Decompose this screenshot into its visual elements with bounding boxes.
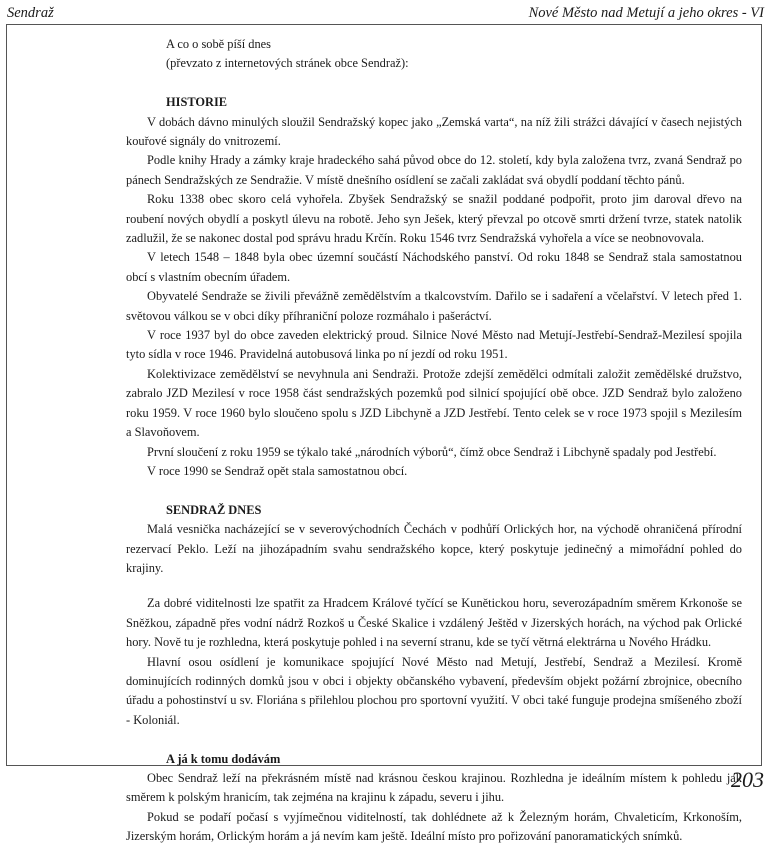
paragraph: Obec Sendraž leží na překrásném místě nad krásnou českou krajinou. Rozhledna je ideálním místem k pohledu jak směrem k polským hranicím, tak zejména na krajinu k západu, severu i jihu. [126, 770, 742, 805]
section-heading-sendraz-dnes: SENDRAŽ DNES [166, 502, 262, 517]
paragraph: V roce 1937 byl do obce zaveden elektrický proud. Silnice Nové Město nad Metují-Jestřebí-Sendraž-Mezilesí spojila tyto sídla v roce 1946. Pravidelná autobusová linka po ní jezdí od roku 1951. [126, 328, 742, 362]
paragraph: V dobách dávno minulých sloužil Sendražský kopec jako „Zemská varta“, na níž žili strážci dávající v časech nejistých kouřové signály do vnitrozemí. [126, 114, 742, 149]
paragraph: Pokud se podaří počasí s vyjímečnou viditelností, tak dohlédnete až k Železným horám, Chvaleticím, Krkonoším, Jizerským horám, Orlickým horám a já nevím kam ještě. Ideální místo pro pořizování panoramatických snímků. [126, 809, 742, 844]
paragraph: V letech 1548 – 1848 byla obec územní součástí Náchodského panství. Od roku 1848 se Sendraž stala samostatnou obcí s vlastním obecním úřadem. [126, 250, 742, 284]
paragraph: První sloučení z roku 1959 se týkalo také „národních výborů“, čímž obce Sendraž i Libchyně spadaly pod Jestřebí. [147, 444, 717, 459]
page-number: 203 [731, 767, 764, 792]
paragraph: Kolektivizace zemědělství se nevyhnula ani Sendraži. Protože zdejší zemědělci odmítali založit zemědělské družstvo, zabralo JZD Mezilesí v roce 1958 část sendražských pozemků pod silnicí spojující obě obce. JZD Sendraž bylo založeno roku 1959. V roce 1960 bylo sloučeno spolu s JZD Libchyně a JZD Jestřebí. Tento celek se v roce 1973 spojil s Mezilesím a Slavoňovem. [126, 366, 742, 440]
intro-block [126, 35, 742, 74]
paragraph: Obyvatelé Sendraže se živili převážně zemědělstvím a tkalcovstvím. Dařilo se i sadaření a včelařství. V letech před 1. světovou válkou se v obci díky příhraniční poloze rozmáhalo i pašeráctví. [126, 289, 742, 323]
paragraph: Hlavní osou osídlení je komunikace spojující Nové Město nad Metují, Jestřebí, Sendraž a Mezilesí. Kromě dominujících rodinných domků jsou v obci i objekty občanského vybavení, především objekt požární zbrojnice, obecního úřadu a pohostinství u sv. Floriána s přilehlou plochou pro sportovní využití. V obci také funguje prodejna smíšeného zboží - Koloniál. [126, 654, 742, 727]
intro-line: A co o sobě píší dnes [166, 37, 271, 51]
intro-source-line: (převzato z internetových stránek obce Sendraž): [166, 56, 409, 71]
running-header [7, 5, 764, 25]
section-heading-dodavam: A já k tomu dodávám [166, 751, 281, 766]
paragraph: V roce 1990 se Sendraž opět stala samostatnou obcí. [147, 463, 408, 478]
paragraph: Za dobré viditelnosti lze spatřit za Hradcem Králové tyčící se Kunětickou horu, severozápadním směrem Krkonoše se Sněžkou, západně přes vodní nádrž Rozkoš u České Skalice i vzdálený Ještěd v Jizerských horách, na východ pak Orlické hory. Nově tu je rozhledna, která poskytuje pohled i na severní stranu, kde se tyčí větrná elektrárna u Nového Hrádku. [126, 596, 742, 650]
running-header-left: Sendraž [7, 5, 54, 21]
page-content [126, 35, 742, 847]
paragraph: Podle knihy Hrady a zámky kraje hradeckého sahá původ obce do 12. století, kdy byla založena tvrz, zvaná Sendraž po pánech Sendražských ze Sendražie. V místě dnešního osídlení se začali zakládat svá obydlí poddaní těchto pánů. [126, 153, 742, 187]
paragraph: Malá vesnička nacházející se v severovýchodních Čechách v podhůří Orlických hor, na východě ohraničená přírodní rezervací Peklo. Leží na jihozápadním svahu sendražského kopce, který poskytuje jedinečný a mimořádní pohled do krajiny. [126, 522, 742, 575]
paragraph: Roku 1338 obec skoro celá vyhořela. Zbyšek Sendražský se snažil poddané podpořit, proto jim daroval dřevo na roubení nových obydlí a poskytl úlevu na robotě. Jeho syn Ješek, který převzal po otcově smrti držení tvrze, statek natolik zadlužil, že se nakonec dostal pod správu hradu Krčín. Roku 1546 tvrz Sendražská vyhořela a více se neobnovovala. [126, 192, 742, 246]
section-heading-historie: HISTORIE [166, 95, 228, 110]
running-header-right: Nové Město nad Metují a jeho okres - VI [528, 5, 764, 21]
